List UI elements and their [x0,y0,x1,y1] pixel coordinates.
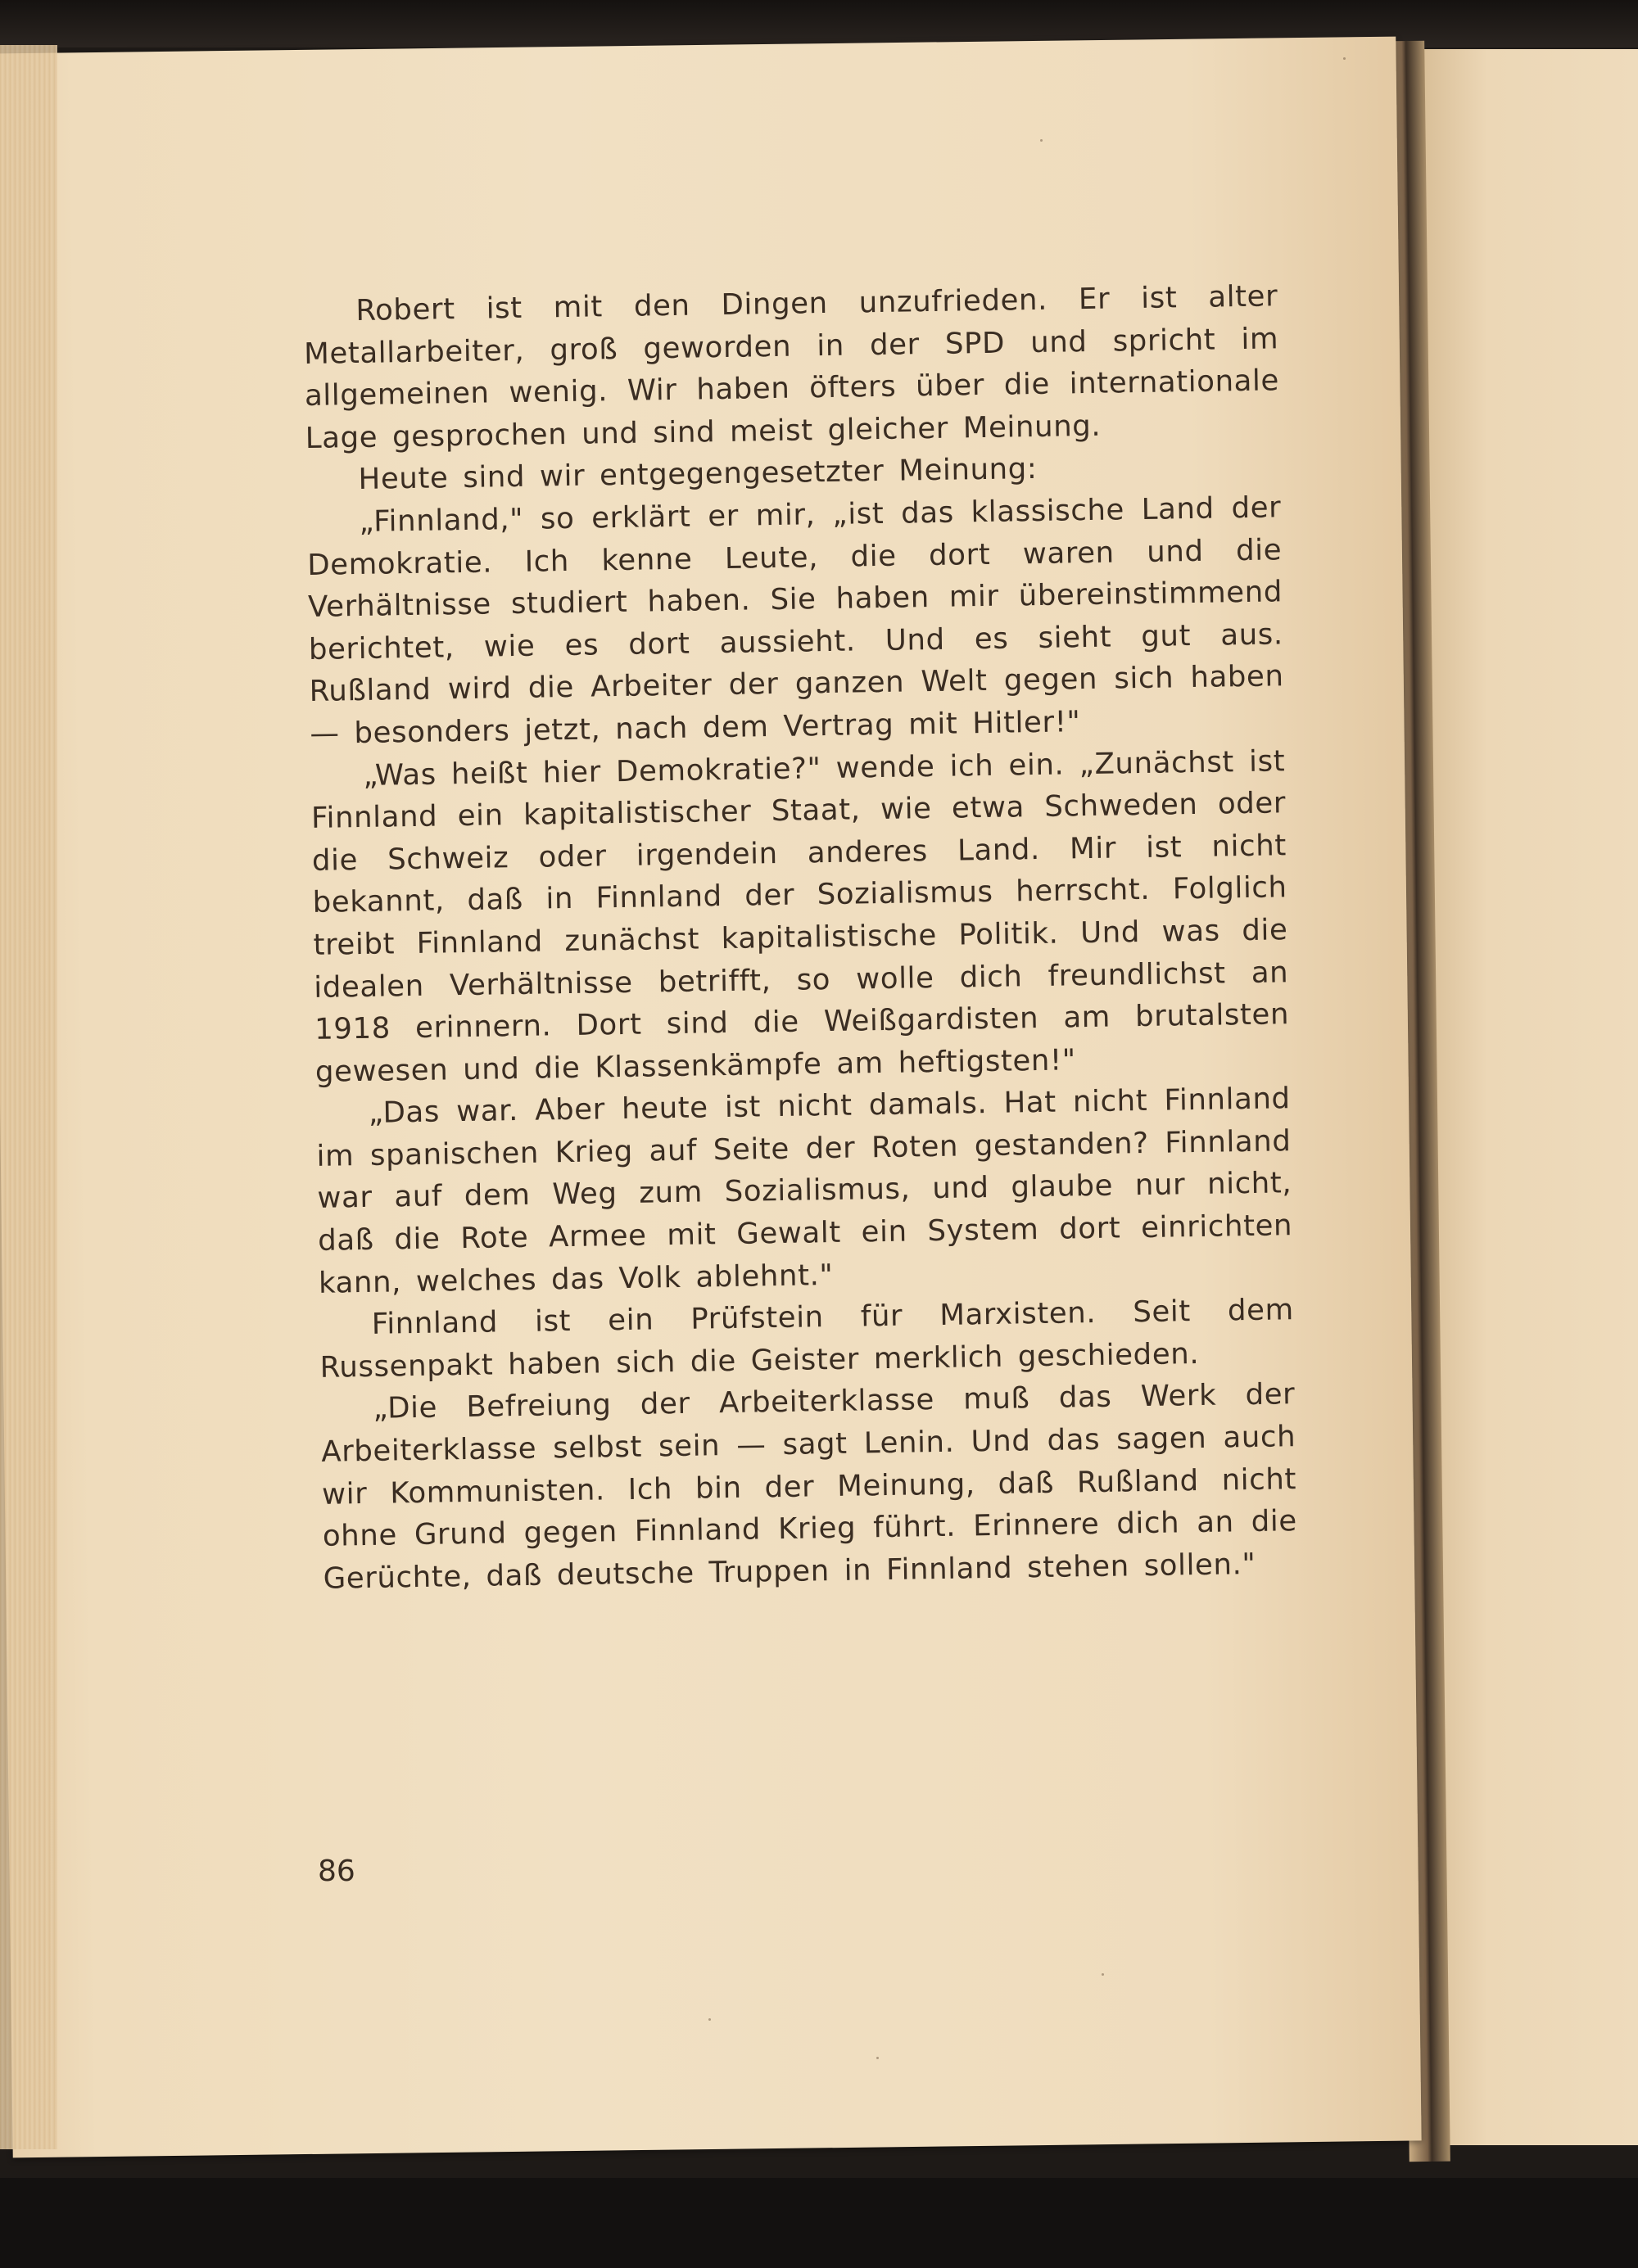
paragraph: „Finnland," so erklärt er mir, „ist das klassische Land der Demokratie. Ich kenne Leute, die dort waren und die Verhältnisse studiert haben. Sie haben mir übereinstimmend berichtet, wie es dort aussieht. Und es sieht gut aus. Rußland wird die Arbeiter der ganzen Welt gegen sich haben — besonders jetzt, nach dem Vertrag mit Hitler!" [306,490,1284,751]
page-text [303,275,1298,1600]
paragraph: „Das war. Aber heute ist nicht damals. Hat nicht Finnland im spanischen Krieg auf Seite der Roten gestanden? Finnland war auf dem Weg zum Sozialismus, und glaube nur nicht, daß die Rote Armee mit Gewalt ein System dort einrichten kann, welches das Volk ablehnt." [316,1082,1293,1300]
paper-speck [1040,139,1043,142]
paragraph: Robert ist mit den Dingen unzufrieden. Er ist alter Metallarbeiter, groß geworden in der SPD und spricht im allgemeinen wenig. Wir haben öfters über die internationale Lage gesprochen und sind meist gleicher Meinung. [303,279,1280,455]
page-number: 86 [318,1855,355,1888]
paper-speck [708,2018,711,2021]
paper-speck [876,2057,879,2059]
paragraph: Finnland ist ein Prüfstein für Marxisten. Seit dem Russenpakt haben sich die Geister merklich geschieden. [319,1293,1295,1385]
paper-speck [1343,57,1346,60]
paragraph: „Die Befreiung der Arbeiterklasse muß das Werk der Arbeiterklasse selbst sein — sagt Lenin. Und das sagen auch wir Kommunisten. Ich bin der Meinung, daß Rußland nicht ohne Grund gegen Finnland Krieg führt. Erinnere dich an die Gerüchte, daß deutsche Truppen in Finnland stehen sollen." [320,1377,1298,1596]
paper-speck [1102,1973,1104,1976]
scan-bottom-edge [0,2178,1638,2268]
facing-page [1423,49,1638,2145]
paragraph: „Was heißt hier Demokratie?" wende ich ein. „Zunächst ist Finnland ein kapitalistischer Staat, wie etwa Schweden oder die Schweiz oder irgendein anderes Land. Mir ist nicht bekannt, daß in Finnland der Sozialismus herrscht. Folglich treibt Finnland zunächst kapitalistische Politik. Und was die idealen Verhältnisse betrifft, so wolle dich freundlichst an 1918 erinnern. Dort sind die Weißgardisten am brutalsten gewesen und die Klassenkämpfe am heftigsten!" [310,743,1290,1089]
paragraph: Heute sind wir entgegengesetzter Meinung: [358,452,1038,497]
page-block-edge [0,45,57,2149]
